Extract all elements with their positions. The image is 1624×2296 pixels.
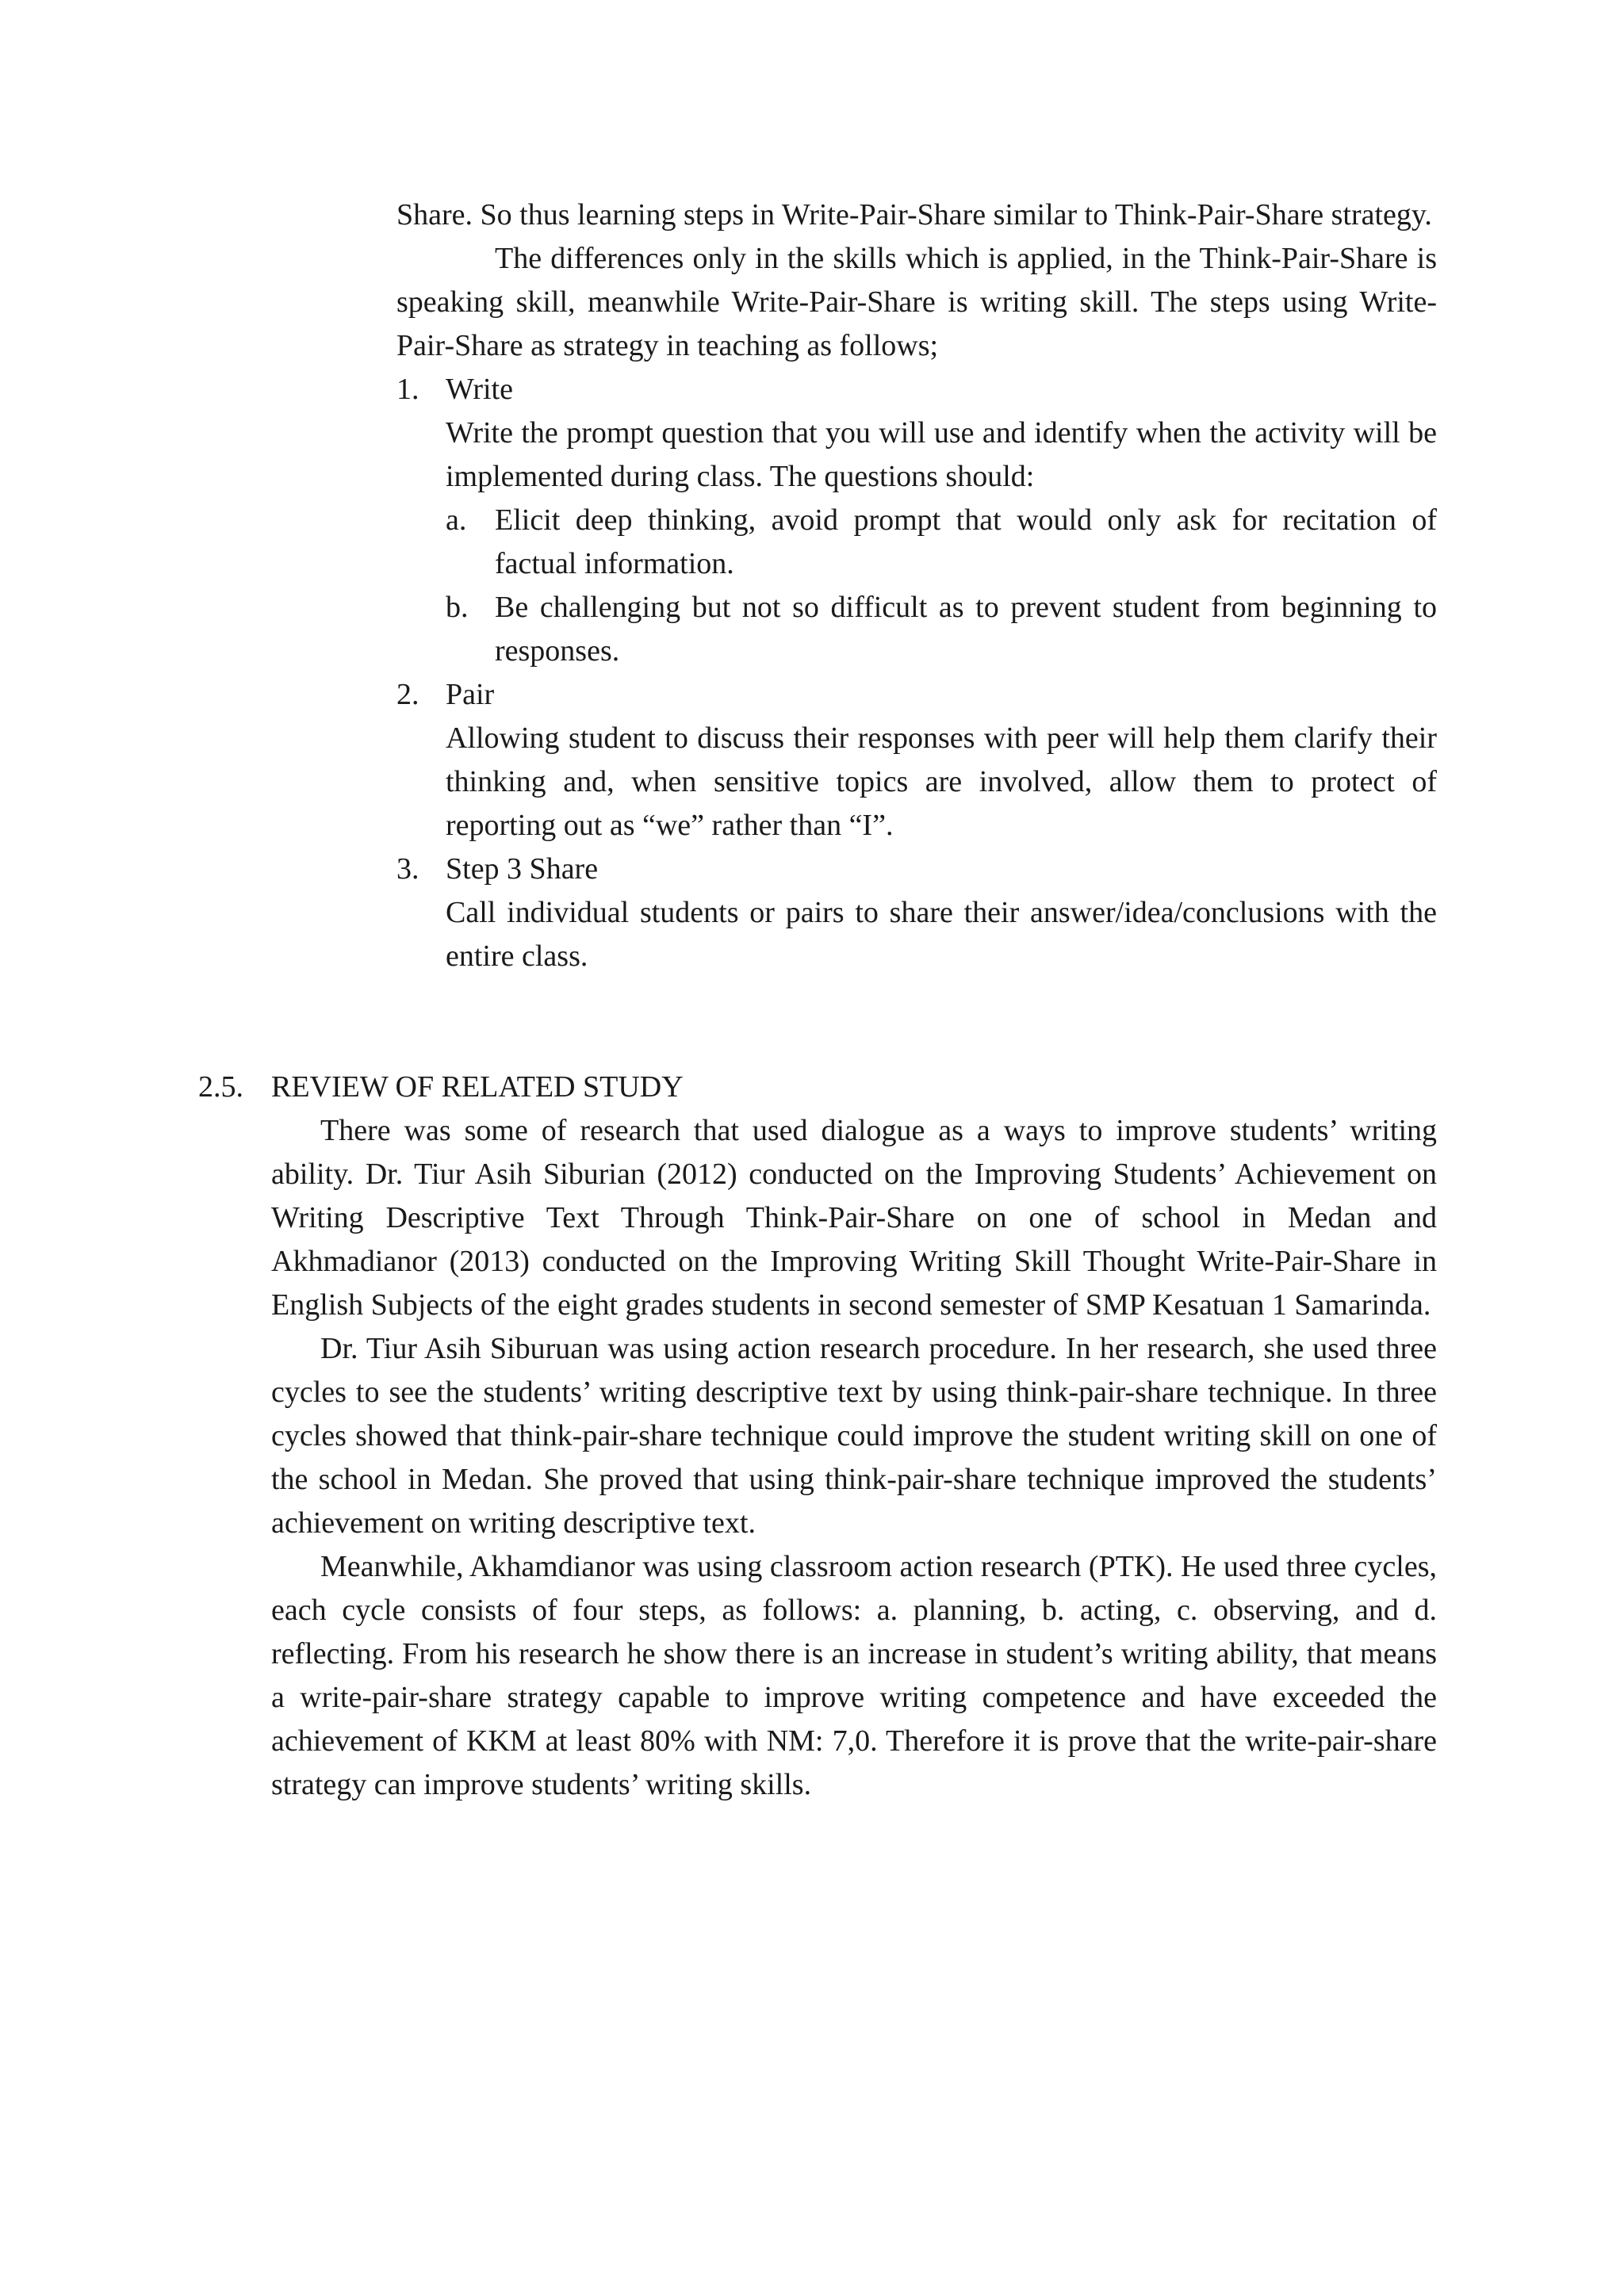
review-paragraph-3: Meanwhile, Akhamdianor was using classroom action research (PTK). He used three cycles, each cycle consists of four steps, as follows: a. planning, b. acting, c. observing, and d. reflecting. From his research he show there is an increase in student’s writing ability, that means a write-pair-share strategy capable to improve writing competence and have exceeded the achievement of KKM at least 80% with NM: 7,0. Therefore it is prove that the write-pair-share strategy can improve students’ writing skills. (271, 1550, 1437, 1801)
strategy-steps-section (396, 193, 1437, 978)
step-body: Call individual students or pairs to share their answer/idea/conclusions with the entire class. (446, 896, 1437, 973)
step-number: 1. (396, 373, 419, 406)
step-item-pair (396, 673, 1437, 848)
review-section-body (271, 1109, 1437, 1807)
intro-paragraph-1: Share. So thus learning steps in Write-Pair-Share similar to Think-Pair-Share strategy. (396, 198, 1432, 232)
review-paragraph-2: Dr. Tiur Asih Siburuan was using action research procedure. In her research, she used three cycles to see the students’ writing descriptive text by using think-pair-share technique. In three cycles showed that think-pair-share technique could improve the student writing skill on one of the school in Medan. She proved that using think-pair-share technique improved the students’ achievement on writing descriptive text. (271, 1332, 1437, 1540)
section-title: REVIEW OF RELATED STUDY (271, 1070, 684, 1104)
sub-item-a (446, 499, 1437, 586)
step-number: 3. (396, 852, 419, 886)
step-title: Step 3 Share (446, 852, 599, 886)
step-item-share (396, 848, 1437, 978)
section-heading (198, 1066, 684, 1109)
section-number: 2.5. (198, 1070, 243, 1104)
review-paragraph-1: There was some of research that used dialogue as a ways to improve students’ writing ability. Dr. Tiur Asih Siburian (2012) conducted on the Improving Students’ Achievement on Writing Descriptive Text Through Think-Pair-Share on one of school in Medan and Akhmadianor (2013) conducted on the Improving Writing Skill Thought Write-Pair-Share in English Subjects of the eight grades students in second semester of SMP Kesatuan 1 Samarinda. (271, 1114, 1437, 1322)
sub-item-letter: b. (446, 591, 469, 624)
step-title: Write (446, 373, 513, 406)
sub-item-text: Elicit deep thinking, avoid prompt that would only ask for recitation of factual information. (495, 503, 1437, 580)
sub-item-text: Be challenging but not so difficult as to prevent student from beginning to responses. (495, 591, 1437, 668)
intro-paragraph-2: The differences only in the skills which is applied, in the Think-Pair-Share is speaking skill, meanwhile Write-Pair-Share is writing skill. The steps using Write-Pair-Share as strategy in teaching as follows; (396, 242, 1437, 362)
step-number: 2. (396, 678, 419, 711)
sub-item-b (446, 586, 1437, 673)
step-body: Allowing student to discuss their responses with peer will help them clarify their thinking and, when sensitive topics are involved, allow them to protect of reporting out as “we” rather than “I”. (446, 721, 1437, 842)
step-item-write (396, 368, 1437, 673)
sub-item-letter: a. (446, 503, 467, 537)
step-body: Write the prompt question that you will use and identify when the activity will be implemented during class. The questions should: (446, 416, 1437, 493)
step-title: Pair (446, 678, 495, 711)
